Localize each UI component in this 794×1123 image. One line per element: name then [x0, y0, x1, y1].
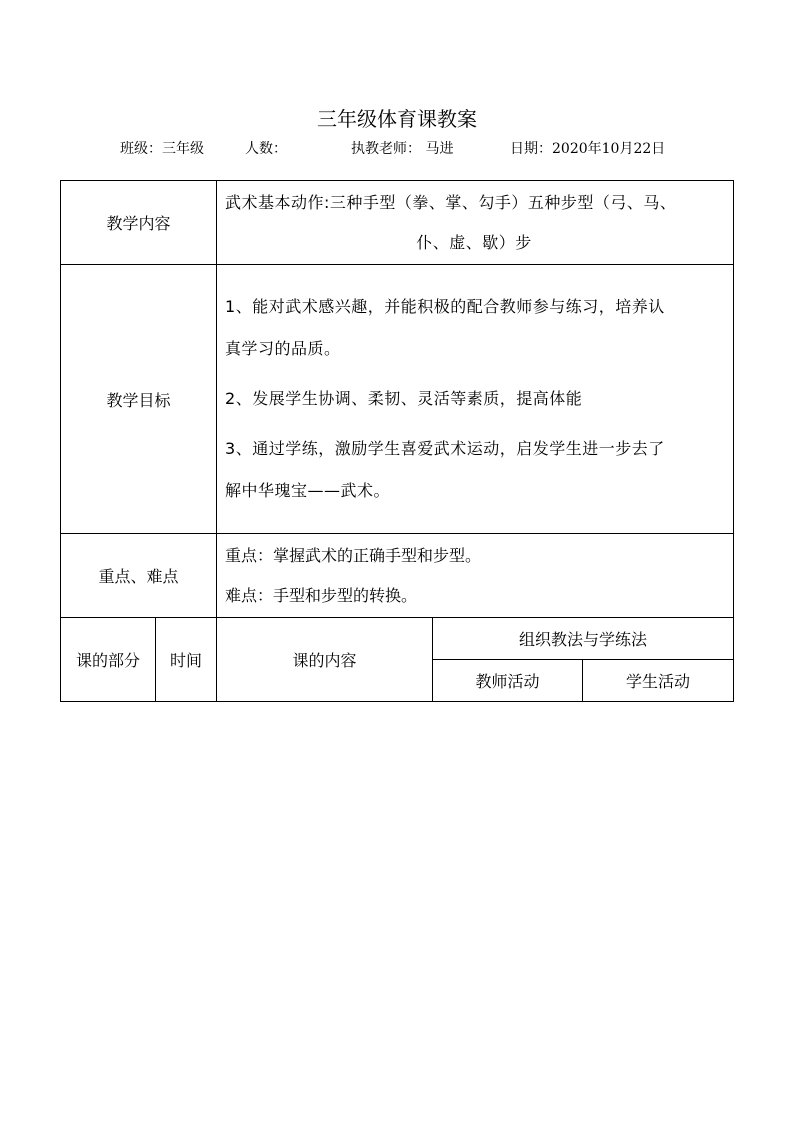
content-value: [217, 181, 734, 265]
class-info: 班级：三年级: [120, 141, 204, 157]
lesson-plan-table: [60, 180, 734, 702]
goal-1-line-1: 1、能对武术感兴趣，并能积极的配合教师参与练习，培养认: [225, 297, 665, 316]
header-teacher-activity: 教师活动: [433, 660, 583, 702]
goal-2: 2、发展学生协调、柔韧、灵活等素质，提高体能: [225, 389, 583, 408]
goal-3-line-2: 解中华瑰宝——武术。: [225, 481, 391, 500]
goal-1-line-2: 真学习的品质。: [225, 339, 341, 358]
content-line-2: 仆、虚、歇）步: [416, 232, 532, 252]
header-student-activity: 学生活动: [583, 660, 734, 702]
student-count: 人数：: [245, 141, 287, 157]
date-info: 日期：2020年10月22日: [510, 141, 666, 157]
teacher-info: 执教老师： 马进: [351, 141, 454, 157]
header-methods: 组织教法与学练法: [433, 618, 734, 660]
key-points-value: [217, 534, 734, 618]
key-point-focus: 重点：掌握武术的正确手型和步型。: [225, 545, 482, 565]
header-row-1: [61, 618, 734, 660]
goals-label: 教学目标: [61, 265, 217, 534]
page-title: 三年级体育课教案: [317, 107, 477, 131]
goal-3-line-1: 3、通过学练，激励学生喜爱武术运动，启发学生进一步去了: [225, 439, 665, 458]
key-point-difficulty: 难点：手型和步型的转换。: [225, 585, 418, 605]
key-points-row: [61, 534, 734, 618]
header-lesson-content: 课的内容: [217, 618, 433, 702]
key-points-label: 重点、难点: [61, 534, 217, 618]
goals-row: [61, 265, 734, 534]
content-line-1: 武术基本动作:三种手型（拳、掌、勾手）五种步型（弓、马、: [225, 192, 677, 212]
content-label: 教学内容: [61, 181, 217, 265]
content-row: [61, 181, 734, 265]
goals-value: [217, 265, 734, 534]
header-time: 时间: [156, 618, 217, 702]
header-part: 课的部分: [61, 618, 156, 702]
